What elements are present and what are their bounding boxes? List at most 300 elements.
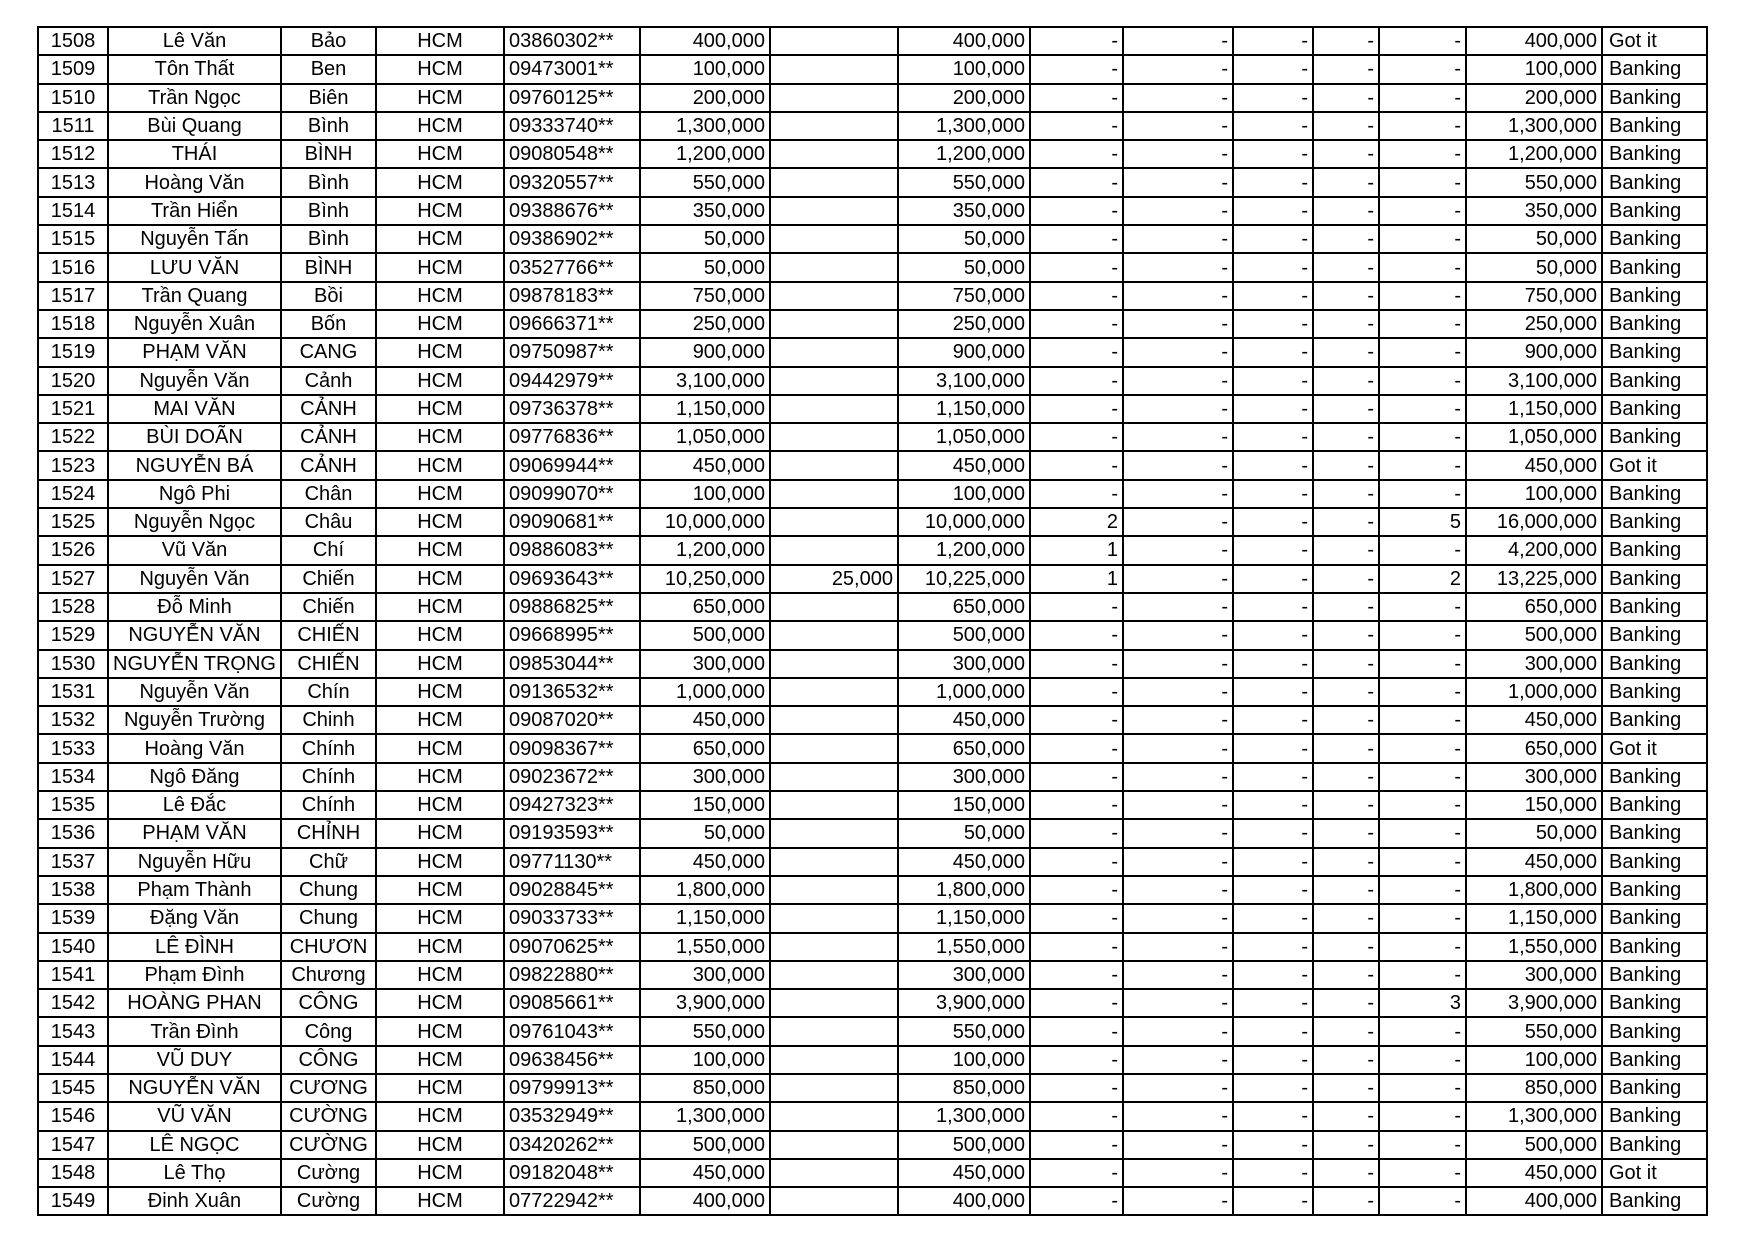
fee-cell xyxy=(770,253,898,281)
method-cell: Banking xyxy=(1602,961,1707,989)
count-d-cell: - xyxy=(1313,112,1379,140)
net-amount-cell: 300,000 xyxy=(898,763,1030,791)
surname-cell: Nguyễn Tấn xyxy=(108,225,281,253)
table-row xyxy=(38,480,1707,508)
phone-cell: 09087020** xyxy=(504,706,640,734)
net-amount-cell: 1,800,000 xyxy=(898,876,1030,904)
amount-cell: 750,000 xyxy=(640,282,770,310)
count-b-cell: - xyxy=(1123,367,1233,395)
net-amount-cell: 1,150,000 xyxy=(898,395,1030,423)
method-cell: Banking xyxy=(1602,1046,1707,1074)
total-cell: 1,800,000 xyxy=(1466,876,1602,904)
net-amount-cell: 3,100,000 xyxy=(898,367,1030,395)
count-c-cell: - xyxy=(1233,876,1313,904)
city-cell: HCM xyxy=(376,1074,504,1102)
count-a-cell: - xyxy=(1030,168,1123,196)
row-number-cell: 1548 xyxy=(38,1159,108,1187)
total-cell: 1,300,000 xyxy=(1466,112,1602,140)
net-amount-cell: 350,000 xyxy=(898,197,1030,225)
count-a-cell: - xyxy=(1030,819,1123,847)
count-c-cell: - xyxy=(1233,1046,1313,1074)
row-number-cell: 1542 xyxy=(38,989,108,1017)
surname-cell: Phạm Đình xyxy=(108,961,281,989)
table-row xyxy=(38,876,1707,904)
amount-cell: 400,000 xyxy=(640,1187,770,1215)
table-row xyxy=(38,565,1707,593)
count-e-cell: - xyxy=(1379,1102,1466,1130)
count-b-cell: - xyxy=(1123,763,1233,791)
surname-cell: Nguyễn Trường xyxy=(108,706,281,734)
table-row xyxy=(38,706,1707,734)
count-b-cell: - xyxy=(1123,338,1233,366)
phone-cell: 09085661** xyxy=(504,989,640,1017)
fee-cell xyxy=(770,1046,898,1074)
fee-cell xyxy=(770,593,898,621)
count-a-cell: - xyxy=(1030,791,1123,819)
city-cell: HCM xyxy=(376,734,504,762)
count-b-cell: - xyxy=(1123,225,1233,253)
phone-cell: 09098367** xyxy=(504,734,640,762)
amount-cell: 450,000 xyxy=(640,706,770,734)
total-cell: 450,000 xyxy=(1466,1159,1602,1187)
count-c-cell: - xyxy=(1233,225,1313,253)
surname-cell: Hoàng Văn xyxy=(108,168,281,196)
phone-cell: 09080548** xyxy=(504,140,640,168)
count-c-cell: - xyxy=(1233,933,1313,961)
city-cell: HCM xyxy=(376,395,504,423)
count-e-cell: - xyxy=(1379,961,1466,989)
given-name-cell: Bồi xyxy=(281,282,376,310)
phone-cell: 09033733** xyxy=(504,904,640,932)
phone-cell: 09761043** xyxy=(504,1017,640,1045)
total-cell: 1,200,000 xyxy=(1466,140,1602,168)
net-amount-cell: 100,000 xyxy=(898,480,1030,508)
count-c-cell: - xyxy=(1233,395,1313,423)
fee-cell xyxy=(770,1017,898,1045)
row-number-cell: 1529 xyxy=(38,621,108,649)
count-c-cell: - xyxy=(1233,650,1313,678)
phone-cell: 09028845** xyxy=(504,876,640,904)
count-d-cell: - xyxy=(1313,621,1379,649)
count-e-cell: - xyxy=(1379,650,1466,678)
table-row xyxy=(38,961,1707,989)
surname-cell: Tôn Thất xyxy=(108,55,281,83)
count-d-cell: - xyxy=(1313,451,1379,479)
method-cell: Banking xyxy=(1602,565,1707,593)
amount-cell: 1,550,000 xyxy=(640,933,770,961)
count-e-cell: 3 xyxy=(1379,989,1466,1017)
given-name-cell: Bốn xyxy=(281,310,376,338)
row-number-cell: 1545 xyxy=(38,1074,108,1102)
count-c-cell: - xyxy=(1233,367,1313,395)
count-e-cell: - xyxy=(1379,933,1466,961)
count-a-cell: - xyxy=(1030,1017,1123,1045)
table-row xyxy=(38,1187,1707,1215)
total-cell: 850,000 xyxy=(1466,1074,1602,1102)
count-e-cell: - xyxy=(1379,1046,1466,1074)
city-cell: HCM xyxy=(376,989,504,1017)
fee-cell xyxy=(770,1187,898,1215)
fee-cell xyxy=(770,395,898,423)
row-number-cell: 1530 xyxy=(38,650,108,678)
total-cell: 300,000 xyxy=(1466,961,1602,989)
phone-cell: 09760125** xyxy=(504,84,640,112)
method-cell: Banking xyxy=(1602,791,1707,819)
count-a-cell: - xyxy=(1030,1046,1123,1074)
net-amount-cell: 150,000 xyxy=(898,791,1030,819)
row-number-cell: 1526 xyxy=(38,536,108,564)
total-cell: 550,000 xyxy=(1466,1017,1602,1045)
phone-cell: 09776836** xyxy=(504,423,640,451)
row-number-cell: 1523 xyxy=(38,451,108,479)
table-row xyxy=(38,650,1707,678)
count-c-cell: - xyxy=(1233,423,1313,451)
fee-cell xyxy=(770,961,898,989)
surname-cell: Vũ Văn xyxy=(108,536,281,564)
surname-cell: NGUYỄN VĂN xyxy=(108,1074,281,1102)
row-number-cell: 1546 xyxy=(38,1102,108,1130)
total-cell: 50,000 xyxy=(1466,225,1602,253)
net-amount-cell: 550,000 xyxy=(898,168,1030,196)
surname-cell: Nguyễn Ngọc xyxy=(108,508,281,536)
fee-cell xyxy=(770,791,898,819)
count-c-cell: - xyxy=(1233,734,1313,762)
count-c-cell: - xyxy=(1233,678,1313,706)
city-cell: HCM xyxy=(376,565,504,593)
count-d-cell: - xyxy=(1313,253,1379,281)
total-cell: 100,000 xyxy=(1466,1046,1602,1074)
method-cell: Banking xyxy=(1602,678,1707,706)
total-cell: 450,000 xyxy=(1466,706,1602,734)
count-a-cell: - xyxy=(1030,27,1123,55)
surname-cell: VŨ DUY xyxy=(108,1046,281,1074)
phone-cell: 09090681** xyxy=(504,508,640,536)
table-row xyxy=(38,848,1707,876)
amount-cell: 650,000 xyxy=(640,593,770,621)
net-amount-cell: 550,000 xyxy=(898,1017,1030,1045)
count-a-cell: - xyxy=(1030,876,1123,904)
given-name-cell: Bình xyxy=(281,225,376,253)
table-row xyxy=(38,27,1707,55)
count-d-cell: - xyxy=(1313,1102,1379,1130)
phone-cell: 09386902** xyxy=(504,225,640,253)
method-cell: Banking xyxy=(1602,621,1707,649)
table-row xyxy=(38,734,1707,762)
surname-cell: Bùi Quang xyxy=(108,112,281,140)
amount-cell: 1,300,000 xyxy=(640,1102,770,1130)
fee-cell xyxy=(770,197,898,225)
net-amount-cell: 500,000 xyxy=(898,621,1030,649)
fee-cell xyxy=(770,282,898,310)
fee-cell xyxy=(770,819,898,847)
net-amount-cell: 450,000 xyxy=(898,1159,1030,1187)
count-d-cell: - xyxy=(1313,423,1379,451)
count-a-cell: - xyxy=(1030,55,1123,83)
count-a-cell: - xyxy=(1030,112,1123,140)
count-d-cell: - xyxy=(1313,225,1379,253)
phone-cell: 09693643** xyxy=(504,565,640,593)
count-a-cell: - xyxy=(1030,734,1123,762)
amount-cell: 100,000 xyxy=(640,480,770,508)
count-e-cell: - xyxy=(1379,282,1466,310)
net-amount-cell: 1,000,000 xyxy=(898,678,1030,706)
amount-cell: 200,000 xyxy=(640,84,770,112)
phone-cell: 09886083** xyxy=(504,536,640,564)
given-name-cell: Biên xyxy=(281,84,376,112)
count-c-cell: - xyxy=(1233,904,1313,932)
amount-cell: 250,000 xyxy=(640,310,770,338)
city-cell: HCM xyxy=(376,593,504,621)
net-amount-cell: 400,000 xyxy=(898,1187,1030,1215)
phone-cell: 09193593** xyxy=(504,819,640,847)
given-name-cell: CHƯƠN xyxy=(281,933,376,961)
surname-cell: Đỗ Minh xyxy=(108,593,281,621)
amount-cell: 350,000 xyxy=(640,197,770,225)
amount-cell: 1,150,000 xyxy=(640,904,770,932)
count-c-cell: - xyxy=(1233,791,1313,819)
count-a-cell: - xyxy=(1030,763,1123,791)
row-number-cell: 1509 xyxy=(38,55,108,83)
method-cell: Banking xyxy=(1602,140,1707,168)
row-number-cell: 1535 xyxy=(38,791,108,819)
city-cell: HCM xyxy=(376,536,504,564)
count-b-cell: - xyxy=(1123,961,1233,989)
count-c-cell: - xyxy=(1233,168,1313,196)
count-e-cell: - xyxy=(1379,395,1466,423)
given-name-cell: Cảnh xyxy=(281,367,376,395)
given-name-cell: CHIẾN xyxy=(281,621,376,649)
count-c-cell: - xyxy=(1233,451,1313,479)
amount-cell: 1,200,000 xyxy=(640,140,770,168)
amount-cell: 400,000 xyxy=(640,27,770,55)
fee-cell xyxy=(770,27,898,55)
method-cell: Banking xyxy=(1602,650,1707,678)
method-cell: Banking xyxy=(1602,1017,1707,1045)
count-c-cell: - xyxy=(1233,1017,1313,1045)
row-number-cell: 1536 xyxy=(38,819,108,847)
city-cell: HCM xyxy=(376,168,504,196)
fee-cell xyxy=(770,168,898,196)
row-number-cell: 1525 xyxy=(38,508,108,536)
total-cell: 16,000,000 xyxy=(1466,508,1602,536)
count-a-cell: 1 xyxy=(1030,536,1123,564)
count-d-cell: - xyxy=(1313,819,1379,847)
table-row xyxy=(38,225,1707,253)
total-cell: 1,150,000 xyxy=(1466,395,1602,423)
amount-cell: 450,000 xyxy=(640,848,770,876)
count-d-cell: - xyxy=(1313,536,1379,564)
count-b-cell: - xyxy=(1123,1074,1233,1102)
method-cell: Banking xyxy=(1602,310,1707,338)
amount-cell: 1,300,000 xyxy=(640,112,770,140)
total-cell: 1,550,000 xyxy=(1466,933,1602,961)
count-c-cell: - xyxy=(1233,508,1313,536)
phone-cell: 09853044** xyxy=(504,650,640,678)
count-b-cell: - xyxy=(1123,140,1233,168)
total-cell: 550,000 xyxy=(1466,168,1602,196)
table-row xyxy=(38,763,1707,791)
phone-cell: 03860302** xyxy=(504,27,640,55)
table-row xyxy=(38,791,1707,819)
net-amount-cell: 250,000 xyxy=(898,310,1030,338)
count-d-cell: - xyxy=(1313,734,1379,762)
count-e-cell: - xyxy=(1379,1074,1466,1102)
method-cell: Banking xyxy=(1602,55,1707,83)
count-a-cell: - xyxy=(1030,1159,1123,1187)
row-number-cell: 1537 xyxy=(38,848,108,876)
fee-cell xyxy=(770,480,898,508)
count-b-cell: - xyxy=(1123,734,1233,762)
row-number-cell: 1533 xyxy=(38,734,108,762)
count-c-cell: - xyxy=(1233,1102,1313,1130)
table-row xyxy=(38,1159,1707,1187)
count-d-cell: - xyxy=(1313,197,1379,225)
count-e-cell: - xyxy=(1379,848,1466,876)
count-d-cell: - xyxy=(1313,933,1379,961)
count-a-cell: - xyxy=(1030,904,1123,932)
count-d-cell: - xyxy=(1313,338,1379,366)
surname-cell: Nguyễn Xuân xyxy=(108,310,281,338)
given-name-cell: Bình xyxy=(281,112,376,140)
method-cell: Banking xyxy=(1602,253,1707,281)
city-cell: HCM xyxy=(376,791,504,819)
table-row xyxy=(38,423,1707,451)
count-d-cell: - xyxy=(1313,989,1379,1017)
method-cell: Banking xyxy=(1602,848,1707,876)
amount-cell: 50,000 xyxy=(640,253,770,281)
net-amount-cell: 50,000 xyxy=(898,253,1030,281)
net-amount-cell: 650,000 xyxy=(898,593,1030,621)
row-number-cell: 1543 xyxy=(38,1017,108,1045)
surname-cell: Ngô Đăng xyxy=(108,763,281,791)
amount-cell: 10,250,000 xyxy=(640,565,770,593)
count-a-cell: - xyxy=(1030,310,1123,338)
method-cell: Banking xyxy=(1602,508,1707,536)
count-c-cell: - xyxy=(1233,819,1313,847)
phone-cell: 09069944** xyxy=(504,451,640,479)
row-number-cell: 1531 xyxy=(38,678,108,706)
surname-cell: Nguyễn Văn xyxy=(108,367,281,395)
surname-cell: NGUYỄN VĂN xyxy=(108,621,281,649)
row-number-cell: 1517 xyxy=(38,282,108,310)
count-c-cell: - xyxy=(1233,84,1313,112)
surname-cell: Nguyễn Văn xyxy=(108,565,281,593)
method-cell: Banking xyxy=(1602,933,1707,961)
method-cell: Banking xyxy=(1602,367,1707,395)
fee-cell xyxy=(770,55,898,83)
count-d-cell: - xyxy=(1313,593,1379,621)
amount-cell: 100,000 xyxy=(640,1046,770,1074)
count-c-cell: - xyxy=(1233,1074,1313,1102)
given-name-cell: Ben xyxy=(281,55,376,83)
method-cell: Banking xyxy=(1602,168,1707,196)
given-name-cell: Chữ xyxy=(281,848,376,876)
amount-cell: 300,000 xyxy=(640,961,770,989)
method-cell: Banking xyxy=(1602,480,1707,508)
count-c-cell: - xyxy=(1233,112,1313,140)
fee-cell xyxy=(770,1074,898,1102)
total-cell: 500,000 xyxy=(1466,621,1602,649)
table-row xyxy=(38,989,1707,1017)
row-number-cell: 1527 xyxy=(38,565,108,593)
count-b-cell: - xyxy=(1123,395,1233,423)
fee-cell xyxy=(770,621,898,649)
count-b-cell: - xyxy=(1123,1102,1233,1130)
net-amount-cell: 450,000 xyxy=(898,706,1030,734)
net-amount-cell: 100,000 xyxy=(898,1046,1030,1074)
method-cell: Banking xyxy=(1602,536,1707,564)
given-name-cell: CẢNH xyxy=(281,423,376,451)
fee-cell xyxy=(770,508,898,536)
count-b-cell: - xyxy=(1123,650,1233,678)
count-d-cell: - xyxy=(1313,791,1379,819)
count-a-cell: - xyxy=(1030,621,1123,649)
amount-cell: 500,000 xyxy=(640,1131,770,1159)
row-number-cell: 1549 xyxy=(38,1187,108,1215)
count-c-cell: - xyxy=(1233,282,1313,310)
count-d-cell: - xyxy=(1313,480,1379,508)
method-cell: Banking xyxy=(1602,1074,1707,1102)
count-b-cell: - xyxy=(1123,310,1233,338)
method-cell: Got it xyxy=(1602,734,1707,762)
given-name-cell: CANG xyxy=(281,338,376,366)
count-a-cell: - xyxy=(1030,706,1123,734)
count-d-cell: - xyxy=(1313,565,1379,593)
row-number-cell: 1528 xyxy=(38,593,108,621)
count-d-cell: - xyxy=(1313,904,1379,932)
total-cell: 1,000,000 xyxy=(1466,678,1602,706)
fee-cell xyxy=(770,451,898,479)
city-cell: HCM xyxy=(376,1159,504,1187)
count-c-cell: - xyxy=(1233,706,1313,734)
total-cell: 250,000 xyxy=(1466,310,1602,338)
count-b-cell: - xyxy=(1123,621,1233,649)
net-amount-cell: 900,000 xyxy=(898,338,1030,366)
phone-cell: 09182048** xyxy=(504,1159,640,1187)
method-cell: Banking xyxy=(1602,989,1707,1017)
city-cell: HCM xyxy=(376,338,504,366)
net-amount-cell: 1,050,000 xyxy=(898,423,1030,451)
fee-cell xyxy=(770,367,898,395)
total-cell: 400,000 xyxy=(1466,1187,1602,1215)
method-cell: Banking xyxy=(1602,338,1707,366)
surname-cell: Trần Ngọc xyxy=(108,84,281,112)
city-cell: HCM xyxy=(376,1102,504,1130)
count-b-cell: - xyxy=(1123,904,1233,932)
surname-cell: Ngô Phi xyxy=(108,480,281,508)
city-cell: HCM xyxy=(376,650,504,678)
donation-table-sheet xyxy=(37,26,1708,1216)
table-row xyxy=(38,593,1707,621)
count-a-cell: - xyxy=(1030,593,1123,621)
method-cell: Got it xyxy=(1602,451,1707,479)
amount-cell: 3,900,000 xyxy=(640,989,770,1017)
amount-cell: 500,000 xyxy=(640,621,770,649)
amount-cell: 100,000 xyxy=(640,55,770,83)
method-cell: Banking xyxy=(1602,763,1707,791)
count-a-cell: - xyxy=(1030,480,1123,508)
count-e-cell: - xyxy=(1379,423,1466,451)
count-b-cell: - xyxy=(1123,197,1233,225)
net-amount-cell: 10,225,000 xyxy=(898,565,1030,593)
count-a-cell: - xyxy=(1030,678,1123,706)
count-e-cell: - xyxy=(1379,225,1466,253)
phone-cell: 09442979** xyxy=(504,367,640,395)
count-e-cell: - xyxy=(1379,876,1466,904)
total-cell: 1,300,000 xyxy=(1466,1102,1602,1130)
phone-cell: 09333740** xyxy=(504,112,640,140)
method-cell: Banking xyxy=(1602,84,1707,112)
